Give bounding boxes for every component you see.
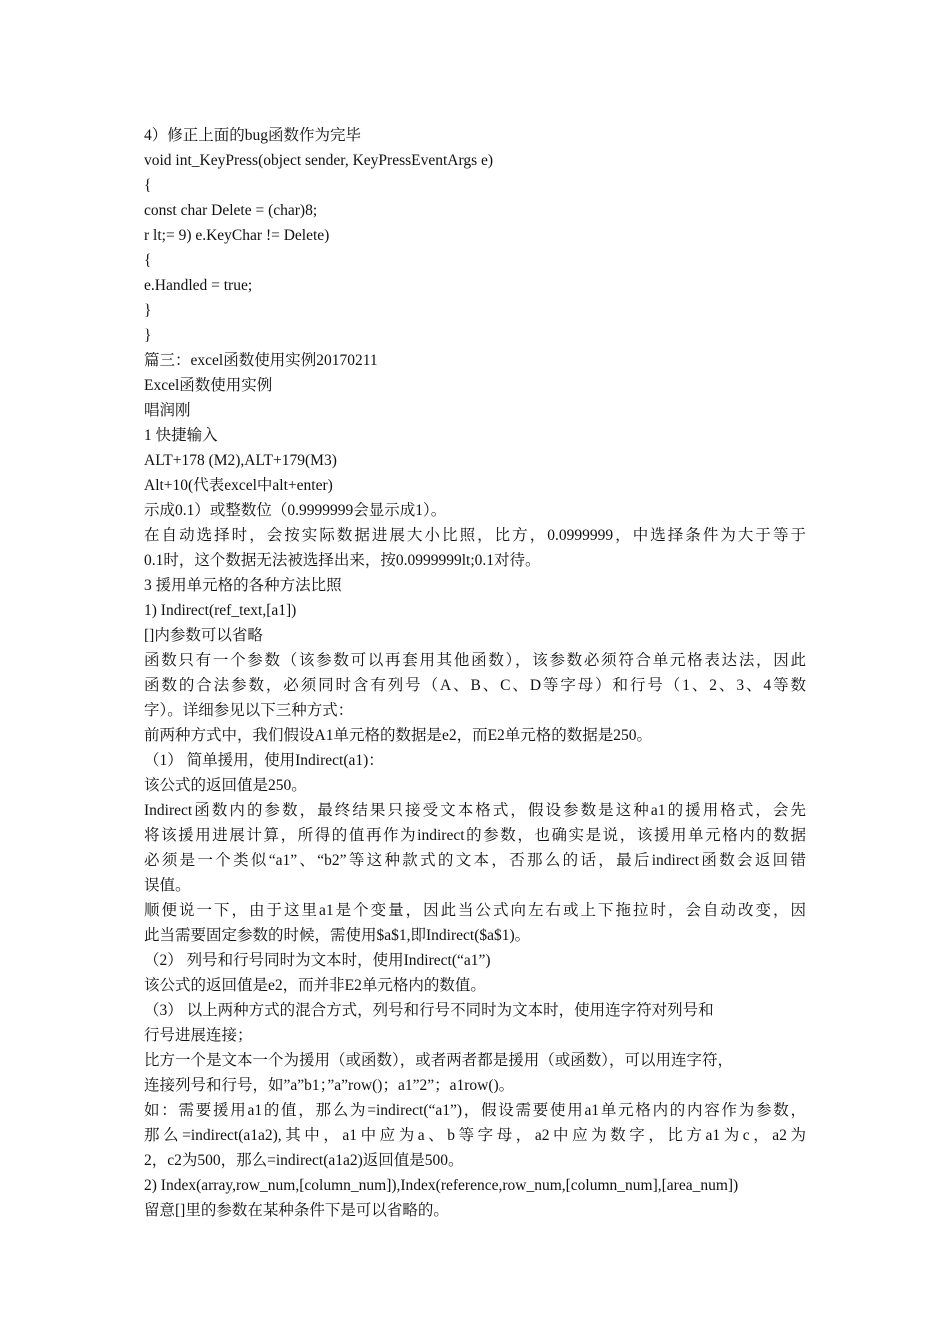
text-line: （3） 以上两种方式的混合方式，列号和行号不同时为文本时，使用连字符对列号和 <box>144 1002 714 1019</box>
paragraph-line: Indirect函数内的参数，最终结果只接受文本格式，假设参数是这种a1的援用格式，会先 <box>144 802 806 819</box>
text-line: Alt+10(代表excel中alt+enter) <box>144 477 333 494</box>
paragraph-line: 函数的合法参数，必须同时含有列号（A、B、C、D等字母）和行号（1、2、3、4等数 <box>144 677 806 694</box>
paragraph-line: 必须是一个类似“a1”、“b2”等这种款式的文本，否那么的话，最后indirect函数会返回错 <box>144 852 806 869</box>
subheading: 1 快捷输入 <box>144 427 218 444</box>
text-line: 留意[]里的参数在某种条件下是可以省略的。 <box>144 1202 449 1219</box>
paragraph-line: 此当需要固定参数的时候，需使用$a$1,即Indirect($a$1)。 <box>144 927 531 944</box>
paragraph-line: 2，c2为500，那么=indirect(a1a2)返回值是500。 <box>144 1152 464 1169</box>
subheading: 3 援用单元格的各种方法比照 <box>144 577 342 594</box>
text-line: []内参数可以省略 <box>144 627 263 644</box>
paragraph-line: 将该援用进展计算，所得的值再作为indirect的参数，也确实是说，该援用单元格内的数据 <box>144 827 806 844</box>
author-name: 唱润刚 <box>144 402 191 419</box>
paragraph-line: 函数只有一个参数（该参数可以再套用其他函数），该参数必须符合单元格表达法，因此 <box>144 652 806 669</box>
code-line: } <box>144 302 152 319</box>
paragraph-line: 字）。详细参见以下三种方式： <box>144 702 354 719</box>
paragraph-line: 连接列号和行号，如”a”b1；”a”row()；a1”2”；a1row()。 <box>144 1077 515 1094</box>
paragraph-line: 如：需要援用a1的值，那么为=indirect(“a1”)，假设需要使用a1单元格内的内容作为参数， <box>144 1102 806 1119</box>
text-line: 前两种方式中，我们假设A1单元格的数据是e2，而E2单元格的数据是250。 <box>144 727 653 744</box>
paragraph-line: 误值。 <box>144 877 191 894</box>
text-line: 该公式的返回值是e2，而并非E2单元格内的数值。 <box>144 977 486 994</box>
paragraph-line: 0.1时，这个数据无法被选择出来，按0.0999999lt;0.1对待。 <box>144 552 541 569</box>
paragraph-line: 顺便说一下，由于这里a1是个变量，因此当公式向左右或上下拖拉时，会自动改变，因 <box>144 902 806 919</box>
code-line: const char Delete = (char)8; <box>144 202 318 219</box>
text-line: （1） 简单援用，使用Indirect(a1)： <box>144 752 384 769</box>
paragraph-line: 在自动选择时，会按实际数据进展大小比照，比方，0.0999999，中选择条件为大于等于 <box>144 527 806 544</box>
text-line: 2) Index(array,row_num,[column_num]),Index(reference,row_num,[column_num],[area_num]) <box>144 1177 739 1194</box>
text-line: ALT+178 (M2),ALT+179(M3) <box>144 452 337 469</box>
paragraph-line: 那么=indirect(a1a2),其中，a1中应为a、b等字母，a2中应为数字，比方a1为c，a2为 <box>144 1127 806 1144</box>
text-line: 示成0.1）或整数位（0.9999999会显示成1）。 <box>144 502 447 519</box>
code-line: { <box>144 252 152 269</box>
paragraph-line: 比方一个是文本一个为援用（或函数），或者两者都是援用（或函数），可以用连字符， <box>144 1052 734 1069</box>
code-line: void int_KeyPress(object sender, KeyPressEventArgs e) <box>144 152 494 169</box>
section-heading: 篇三：excel函数使用实例20170211 <box>144 352 378 369</box>
code-line: } <box>144 327 152 344</box>
text-line: 行号进展连接； <box>144 1027 253 1044</box>
code-line: { <box>144 177 152 194</box>
code-line: r lt;= 9) e.KeyChar != Delete) <box>144 227 330 244</box>
document-title: Excel函数使用实例 <box>144 377 273 394</box>
text-line: 该公式的返回值是250。 <box>144 777 307 794</box>
code-line: e.Handled = true; <box>144 277 253 294</box>
text-line: 1) Indirect(ref_text,[a1]) <box>144 602 297 619</box>
text-line: （2） 列号和行号同时为文本时，使用Indirect(“a1”) <box>144 952 491 969</box>
text-line: 4）修正上面的bug函数作为完毕 <box>144 127 362 144</box>
